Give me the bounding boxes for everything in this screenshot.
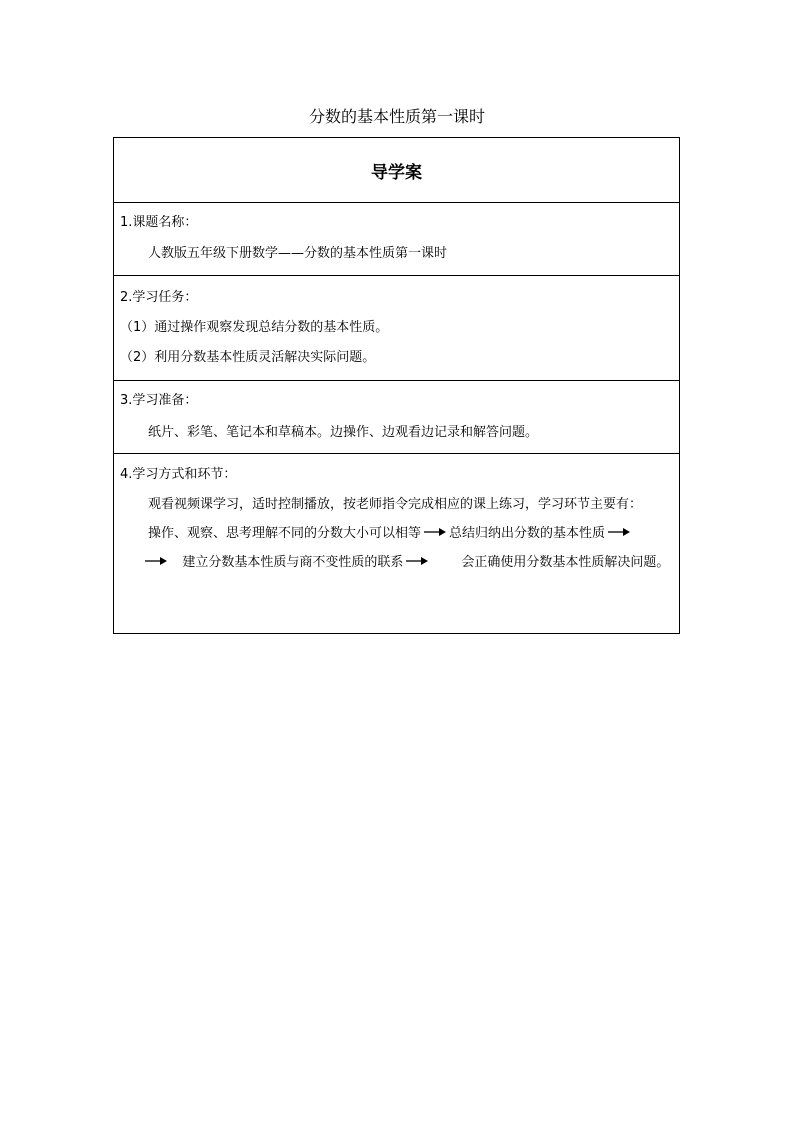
right-arrow-icon <box>405 552 429 573</box>
section-tasks <box>114 275 679 380</box>
right-arrow-icon <box>144 552 168 573</box>
section-topic <box>114 202 679 275</box>
flow-step-1: 操作、观察、思考理解不同的分数大小可以相等 <box>148 526 422 541</box>
document-title: 分数的基本性质第一课时 <box>308 107 485 126</box>
section-method-label: 4.学习方式和环节： <box>120 467 237 482</box>
table-header: 导学案 <box>371 162 422 183</box>
flow-line-2 <box>120 552 673 573</box>
section-topic-label: 1.课题名称： <box>120 215 198 230</box>
flow-step-3: 建立分数基本性质与商不变性质的联系 <box>182 555 404 570</box>
task-item-2: （2）利用分数基本性质灵活解决实际问题。 <box>120 350 376 365</box>
task-item-1: （1）通过操作观察发现总结分数的基本性质。 <box>120 320 389 335</box>
section-tasks-label: 2.学习任务： <box>120 290 198 305</box>
flow-step-2: 总结归纳出分数的基本性质 <box>449 526 606 541</box>
flow-step-4: 会正确使用分数基本性质解决问题。 <box>461 555 670 570</box>
section-method-body: 观看视频课学习，适时控制播放，按老师指令完成相应的课上练习，学习环节主要有： <box>148 497 643 512</box>
section-preparation-body: 纸片、彩笔、笔记本和草稿本。边操作、边观看边记录和解答问题。 <box>148 425 539 440</box>
study-guide-table <box>113 137 680 634</box>
section-topic-body: 人教版五年级下册数学——分数的基本性质第一课时 <box>148 246 448 261</box>
flow-line-1 <box>120 523 673 544</box>
section-preparation <box>114 380 679 453</box>
section-method <box>114 453 679 633</box>
right-arrow-icon <box>607 523 631 544</box>
section-preparation-label: 3.学习准备： <box>120 393 198 408</box>
right-arrow-icon <box>423 523 447 544</box>
table-header-row <box>114 138 679 202</box>
